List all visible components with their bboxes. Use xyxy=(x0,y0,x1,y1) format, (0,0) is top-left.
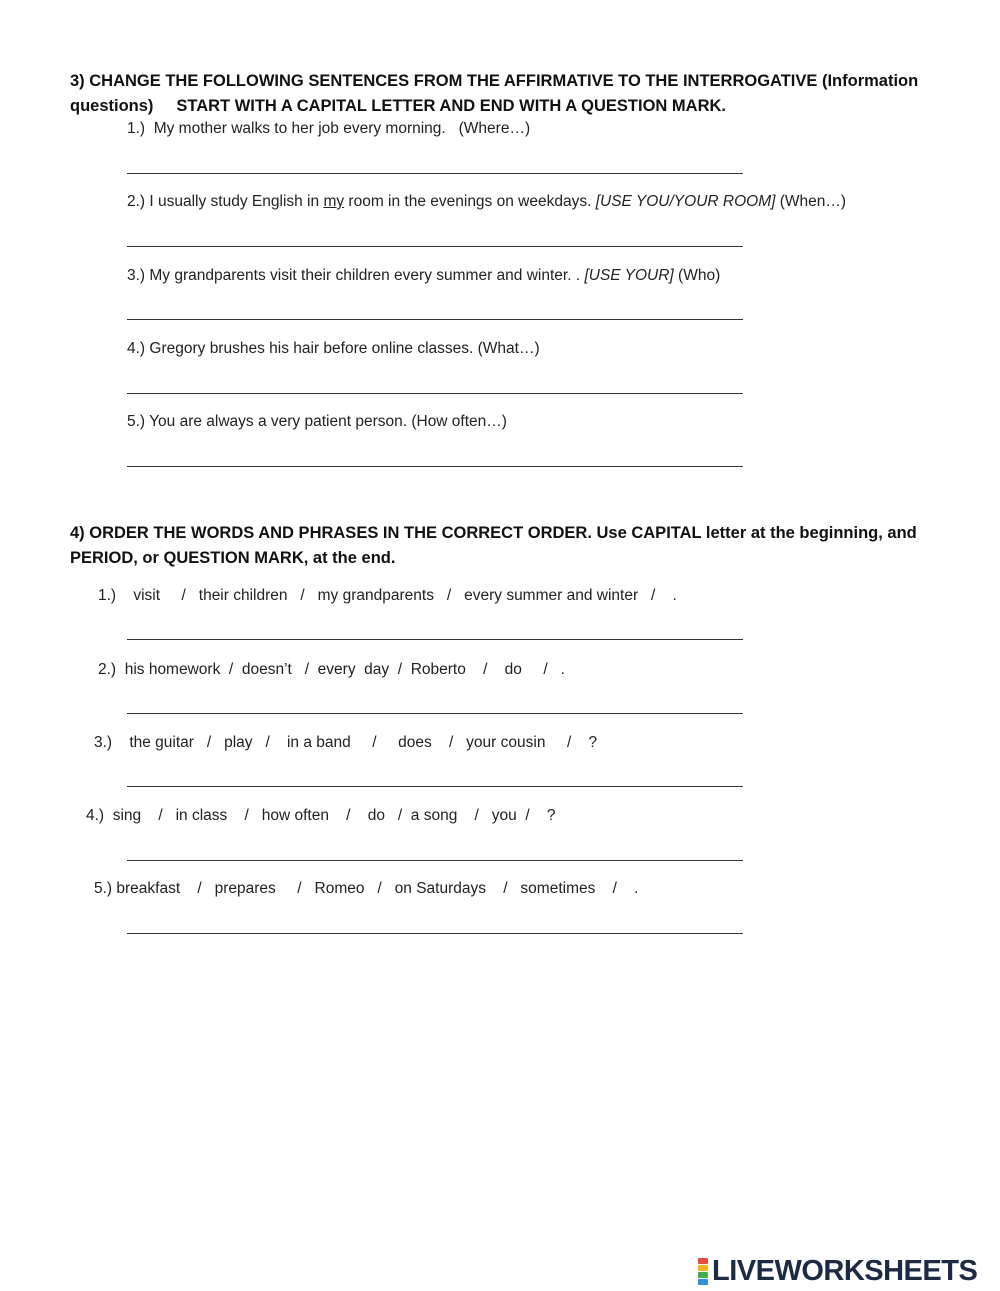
logo-mark-block-4 xyxy=(698,1279,708,1285)
s3-question-5: 5.) You are always a very patient person. (How often…) xyxy=(127,413,507,430)
section-3-heading-line-1: 3) CHANGE THE FOLLOWING SENTENCES FROM THE AFFIRMATIVE TO THE INTERROGATIVE (Information xyxy=(70,72,919,90)
s4-question-2: 2.) his homework / doesn’t / every day / Roberto / do / . xyxy=(98,661,565,678)
s3-q3-hint: [USE YOUR] xyxy=(584,267,674,284)
logo-mark-block-1 xyxy=(698,1258,708,1264)
s3-answer-line-2[interactable] xyxy=(127,246,743,247)
s4-answer-line-3[interactable] xyxy=(127,786,743,787)
s3-q2-post: room in the evenings on weekdays. xyxy=(344,193,596,210)
logo-mark-block-2 xyxy=(698,1265,708,1271)
s3-answer-line-5[interactable] xyxy=(127,466,743,467)
s3-q3-pre: 3.) My grandparents visit their children every summer and winter. . xyxy=(127,267,585,284)
s3-q2-tail: (When…) xyxy=(775,193,847,210)
s4-question-3: 3.) the guitar / play / in a band / does / your cousin / ? xyxy=(94,734,598,751)
s4-answer-line-4[interactable] xyxy=(127,860,743,861)
s4-question-4: 4.) sing / in class / how often / do / a song / you / ? xyxy=(86,807,556,824)
section-4-heading xyxy=(70,521,930,571)
s3-answer-line-3[interactable] xyxy=(127,319,743,320)
liveworksheets-logo xyxy=(698,1254,978,1287)
s4-question-5: 5.) breakfast / prepares / Romeo / on Saturdays / sometimes / . xyxy=(94,880,639,897)
s4-answer-line-1[interactable] xyxy=(127,639,743,640)
s3-q2-hint: [USE YOU/YOUR ROOM] xyxy=(595,193,776,210)
logo-mark-icon xyxy=(698,1258,708,1285)
s3-question-1: 1.) My mother walks to her job every morning. (Where…) xyxy=(127,120,531,137)
logo-mark-block-3 xyxy=(698,1272,708,1278)
s3-question-4: 4.) Gregory brushes his hair before online classes. (What…) xyxy=(127,340,540,357)
s3-q3-tail: (Who) xyxy=(673,267,721,284)
s4-question-1: 1.) visit / their children / my grandparents / every summer and winter / . xyxy=(98,587,677,604)
s3-answer-line-4[interactable] xyxy=(127,393,743,394)
s3-question-3 xyxy=(127,266,720,286)
logo-text: LIVEWORKSHEETS xyxy=(712,1254,978,1287)
s3-question-2 xyxy=(127,192,846,212)
section-3-heading xyxy=(70,69,930,119)
s4-answer-line-2[interactable] xyxy=(127,713,743,714)
s3-answer-line-1[interactable] xyxy=(127,173,743,174)
section-4-heading-line-2: PERIOD, or QUESTION MARK, at the end. xyxy=(70,549,396,567)
s3-q2-underlined-word: my xyxy=(323,193,345,210)
s4-answer-line-5[interactable] xyxy=(127,933,743,934)
s3-q2-pre: 2.) I usually study English in xyxy=(127,193,324,210)
section-4-heading-line-1: 4) ORDER THE WORDS AND PHRASES IN THE CORRECT ORDER. Use CAPITAL letter at the beginning, and xyxy=(70,524,917,542)
section-3-heading-line-2: questions) START WITH A CAPITAL LETTER AND END WITH A QUESTION MARK. xyxy=(70,97,726,115)
